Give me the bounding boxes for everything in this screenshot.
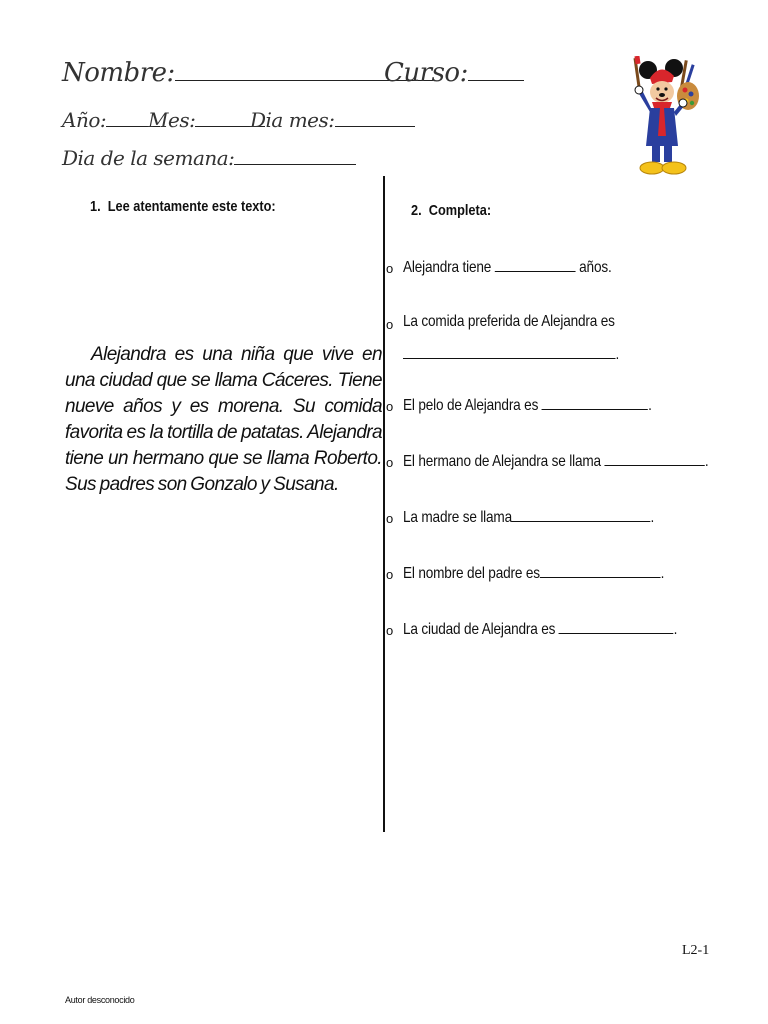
answer-blank[interactable]: [542, 395, 648, 410]
item-suffix: .: [673, 621, 678, 638]
reading-text: Alejandra es una niña que vive en una ciudad que se llama Cáceres. Tiene nueve años y es morena. Su comida favorita es la tortilla de patatas. Alejandra tiene un hermano que se llama Roberto. Sus padres son Gonzalo y Susana.: [65, 344, 382, 495]
item-suffix: .: [648, 397, 652, 414]
dia-mes-line[interactable]: [335, 125, 415, 127]
curso-label: Curso:: [384, 58, 468, 88]
section2-number: 2.: [411, 202, 422, 219]
dia-semana-field[interactable]: [62, 146, 356, 170]
answer-blank[interactable]: [559, 619, 674, 634]
mes-field[interactable]: [148, 108, 265, 132]
completion-item: [403, 563, 664, 583]
page-code: L2-1: [682, 943, 710, 958]
ano-field[interactable]: [62, 108, 160, 132]
author-credit: Autor desconocido: [65, 995, 135, 1005]
dia-mes-label: Dia mes:: [250, 108, 335, 132]
curso-field[interactable]: [384, 58, 524, 88]
item-suffix: .: [615, 346, 620, 363]
answer-blank[interactable]: [403, 344, 616, 359]
item-suffix: años.: [579, 259, 612, 276]
item-text: El pelo de Alejandra es: [403, 397, 539, 414]
bullet-marker: o: [386, 399, 394, 414]
answer-blank[interactable]: [495, 257, 576, 272]
section1-heading: [90, 198, 276, 215]
completion-item: [403, 395, 652, 415]
completion-item: [403, 451, 708, 471]
item-suffix: .: [704, 453, 709, 470]
section2-heading: [411, 202, 491, 219]
item-text: La comida preferida de Alejandra es: [403, 313, 615, 330]
answer-blank[interactable]: [512, 507, 651, 522]
completion-item: [403, 257, 612, 277]
section1-number: 1.: [90, 198, 101, 215]
dia-mes-field[interactable]: [250, 108, 415, 132]
dia-semana-label: Dia de la semana:: [62, 146, 235, 170]
item-suffix: .: [650, 509, 655, 526]
dia-semana-line[interactable]: [234, 163, 356, 165]
item-text: La ciudad de Alejandra es: [403, 621, 556, 638]
bullet-marker: o: [386, 567, 394, 582]
painter-clown-illustration: [630, 56, 700, 180]
curso-line[interactable]: [468, 79, 524, 81]
nombre-label: Nombre:: [62, 58, 175, 88]
bullet-marker: o: [386, 623, 394, 638]
completion-item: [403, 507, 654, 527]
completion-item: [403, 619, 677, 639]
completion-item: [403, 313, 615, 331]
item-text: El nombre del padre es: [403, 565, 540, 582]
bullet-marker: o: [386, 511, 394, 526]
nombre-field[interactable]: [62, 58, 433, 88]
answer-blank[interactable]: [605, 451, 705, 466]
answer-blank[interactable]: [540, 563, 661, 578]
column-divider: [383, 176, 385, 832]
mes-label: Mes:: [148, 108, 196, 132]
item-suffix: .: [660, 565, 665, 582]
ano-label: Año:: [62, 108, 107, 132]
bullet-marker: o: [386, 317, 394, 332]
section2-title: Completa:: [428, 202, 492, 219]
bullet-marker: o: [386, 455, 394, 470]
bullet-marker: o: [386, 261, 394, 276]
item-text: Alejandra tiene: [403, 259, 492, 276]
item-text: El hermano de Alejandra se llama: [403, 453, 601, 470]
completion-item-continuation: [403, 344, 619, 364]
item-text: La madre se llama: [403, 509, 512, 526]
section1-title: Lee atentamente este texto:: [107, 198, 276, 215]
